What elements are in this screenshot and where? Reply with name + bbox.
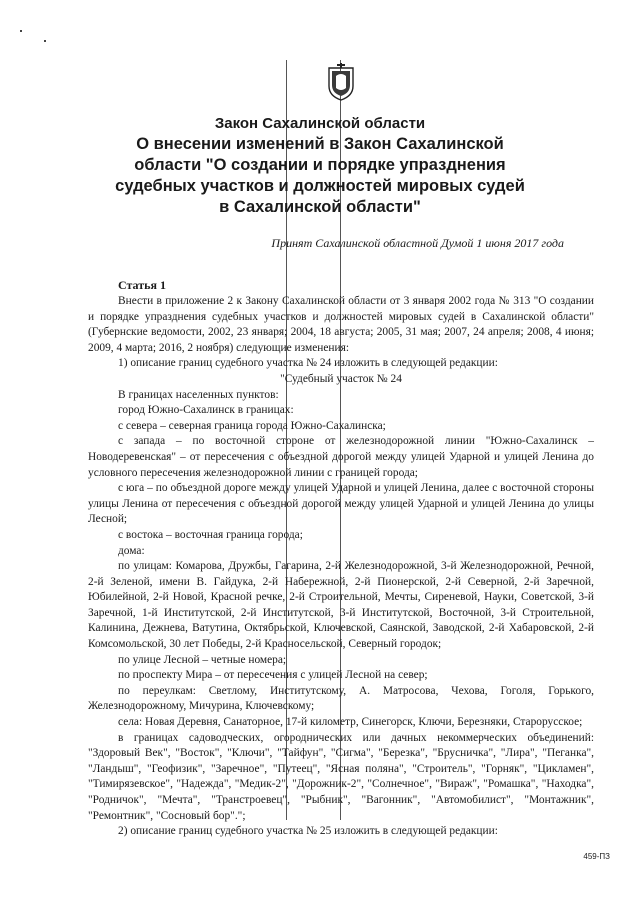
title-line: О внесении изменений в Закон Сахалинской: [136, 135, 504, 153]
title-line: судебных участков и должностей мировых судей: [115, 177, 525, 195]
paragraph: по проспекту Мира – от пересечения с улицей Лесной на север;: [118, 669, 428, 682]
title-line: Закон Сахалинской области: [214, 115, 426, 132]
coat-of-arms-emblem-icon: [326, 62, 356, 102]
paragraph: с запада – по восточной стороне от железнодорожной линии "Южно-Сахалинск – Новодеревенская" – от пересечения с объездной дорогой между улицей Ударной и улицей Ленина до условного пересечения железнодорожной линии с границей города;: [88, 435, 594, 479]
title-line: в Сахалинской области": [219, 198, 421, 216]
article-body: [88, 294, 594, 840]
paragraph: "Судебный участок № 24: [280, 372, 402, 385]
adoption-note: Принят Сахалинской областной Думой 1 июня 2017 года: [271, 236, 564, 250]
paragraph: по переулкам: Светлому, Институтскому, А. Матросова, Чехова, Гоголя, Горького, Железнодорожному, Мичурина, Ключевскому;: [88, 684, 594, 713]
paragraph: город Южно-Сахалинск в границах:: [118, 404, 294, 417]
document-code: 459-ПЗ: [583, 852, 610, 861]
paragraph: дома:: [118, 544, 145, 557]
paragraph: по улицам: Комарова, Дружбы, Гагарина, 2-й Железнодорожной, 3-й Железнодорожной, Речной, 2-й Зеленой, имени В. Гайдука, 2-й Набережной, 2-й Пионерской, 2-й Северной, 2-й Заречной, Юбилейной, 2-й Новой, Красной речке, 2-й Строительной, Мечты, Сиреневой, Науки, Советской, 3-й Заречной, 1-й Институтской, 2-й Институтской, 3-й Институтской, Восточной, 3-й Строительной, Калинина, Дежнева, Ватутина, Октябрьской, Ключевской, Саянской, Заводской, 2-й Хабаровской, 2-й Комсомольской, 30 лет Победы, 2-й Красносельской, Северный городок;: [88, 560, 594, 651]
paragraph: 1) описание границ судебного участка № 24 изложить в следующей редакции:: [118, 357, 498, 370]
paragraph: Внести в приложение 2 к Закону Сахалинской области от 3 января 2002 года № 313 "О создании и порядке упразднения судебных участков и должностей мировых судей в Сахалинской области" (Губернские ведомости, 2002, 23 января; 2004, 18 августа; 2005, 31 мая; 2007, 24 апреля; 2008, 4 июня; 2009, 4 марта; 2016, 2 ноября) следующие изменения:: [88, 295, 594, 354]
title-line: области "О создании и порядке упразднения: [134, 156, 506, 174]
paragraph: с юга – по объездной дороге между улицей Ударной и улицей Ленина, далее с восточной стороны улицы Ленина от пересечения с объездной дорогой между улицей Ударной и улицей Ленина до улицы Лесной;: [88, 482, 594, 526]
scan-speck: [44, 40, 46, 42]
law-title: [90, 114, 550, 218]
paragraph: В границах населенных пунктов:: [118, 388, 279, 401]
paragraph: по улице Лесной – четные номера;: [118, 653, 287, 666]
paragraph: в границах садоводческих, огороднических или дачных некоммерческих объединений: "Здоровый Век", "Восток", "Ключи", "Тайфун", "Сигма", "Березка", "Брусничка", "Лира", "Пеганка", "Ландыш", "Геофизик", "Заречное", "Путеец", "Ясная поляна", "Строитель", "Горняк", "Цикламен", "Тимирязевское", "Надежда", "Медик-2", "Дорожник-2", "Солнечное", "Вираж", "Ромашка", "Находка", "Родничок", "Мечта", "Транстроевец", "Рыбник", "Вагонник", "Автомобилист", "Монтажник", "Ремонтник", "Сосновый бор".";: [88, 731, 594, 822]
paragraph: села: Новая Деревня, Санаторное, 17-й километр, Синегорск, Ключи, Березняки, Старорусское;: [118, 716, 583, 729]
paragraph: 2) описание границ судебного участка № 25 изложить в следующей редакции:: [118, 825, 498, 838]
article-heading: Статья 1: [118, 278, 166, 292]
paragraph: с востока – восточная граница города;: [118, 528, 303, 541]
scan-speck: [20, 30, 22, 32]
paragraph: с севера – северная граница города Южно-Сахалинска;: [118, 419, 386, 432]
